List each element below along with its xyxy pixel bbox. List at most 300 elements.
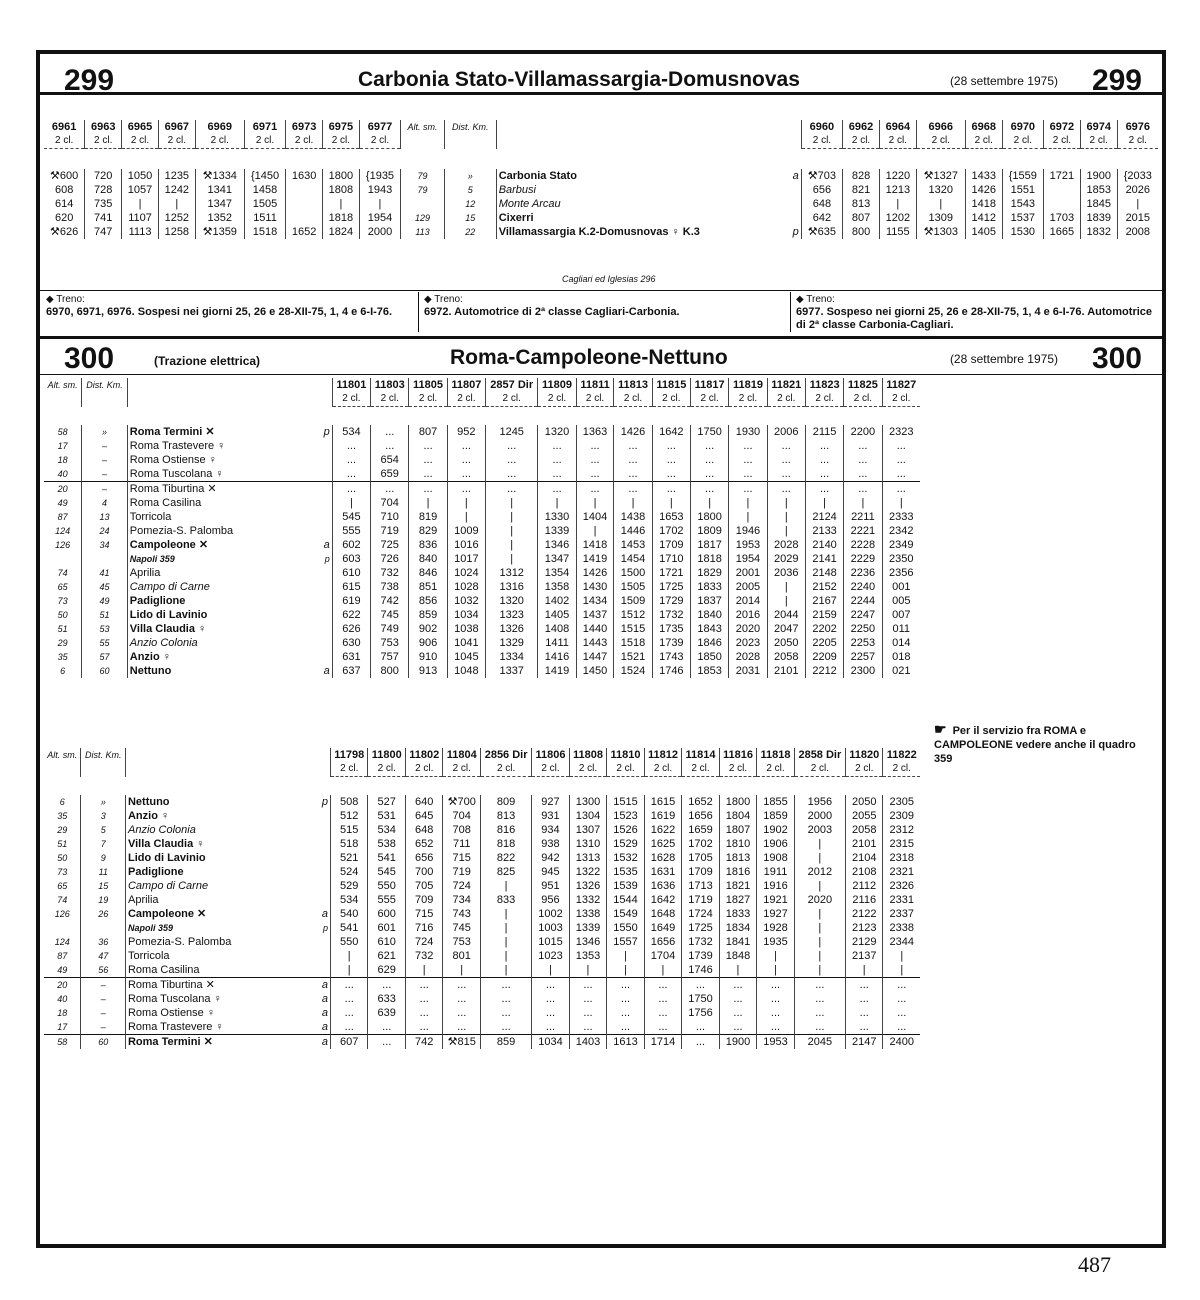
train-number: 2858 Dir bbox=[794, 748, 845, 762]
time-cell: 2036 bbox=[767, 566, 805, 580]
class-label: 2 cl. bbox=[447, 392, 485, 407]
time-cell: 630 bbox=[332, 636, 370, 650]
time-cell: 734 bbox=[443, 893, 481, 907]
dist-header: Dist. Km. bbox=[82, 378, 127, 392]
time-cell: 1665 bbox=[1044, 225, 1081, 239]
alt-cell: 29 bbox=[57, 638, 68, 648]
station-label: Roma Ostiense ♀ bbox=[129, 454, 217, 466]
class-label: 2 cl. bbox=[195, 134, 244, 149]
time-cell: 829 bbox=[409, 524, 447, 538]
time-cell: 1155 bbox=[879, 225, 916, 239]
table-299-header bbox=[40, 62, 1162, 102]
dist-cell: 34 bbox=[82, 538, 127, 552]
time-cell: 1045 bbox=[447, 650, 485, 664]
time-cell: | bbox=[794, 935, 845, 949]
time-cell: ... bbox=[538, 467, 576, 482]
time-cell: 742 bbox=[405, 1035, 443, 1050]
time-cell: 1714 bbox=[644, 1035, 682, 1050]
time-cell: ... bbox=[532, 1006, 570, 1020]
class-label: 2 cl. bbox=[607, 762, 645, 777]
train-number: 6963 bbox=[85, 120, 122, 134]
time-cell: 1906 bbox=[757, 837, 795, 851]
train-number: 11798 bbox=[330, 748, 368, 762]
time-cell: 1703 bbox=[1044, 211, 1081, 225]
time-cell: 1408 bbox=[538, 622, 576, 636]
time-cell: | bbox=[447, 496, 485, 510]
time-cell: | bbox=[794, 949, 845, 963]
time-cell: 1709 bbox=[682, 865, 720, 879]
station-name bbox=[127, 650, 332, 664]
time-cell: | bbox=[569, 963, 607, 978]
station-label: Anzio Colonia bbox=[127, 824, 196, 836]
time-cell: 656 bbox=[405, 851, 443, 865]
time-cell: 1732 bbox=[652, 608, 690, 622]
time-cell: 1213 bbox=[879, 183, 916, 197]
time-cell: 1557 bbox=[607, 935, 645, 949]
dist-cell: 24 bbox=[82, 524, 127, 538]
time-cell: 2167 bbox=[805, 594, 843, 608]
dist-cell: 57 bbox=[82, 650, 127, 664]
time-cell: 2342 bbox=[882, 524, 920, 538]
dist-cell: – bbox=[81, 978, 126, 993]
time-cell: | bbox=[767, 510, 805, 524]
time-cell: ... bbox=[757, 1020, 795, 1035]
time-cell: 2005 bbox=[729, 580, 767, 594]
class-label: 2 cl. bbox=[44, 134, 85, 149]
dist-cell: 4 bbox=[82, 496, 127, 510]
train-number: 11822 bbox=[883, 748, 920, 762]
time-cell: 1220 bbox=[879, 169, 916, 183]
station-name bbox=[496, 225, 801, 239]
time-cell: 800 bbox=[843, 225, 880, 239]
time-cell: 1800 bbox=[719, 795, 757, 809]
station-name bbox=[127, 425, 332, 439]
alt-cell bbox=[401, 197, 445, 211]
time-cell: 1322 bbox=[569, 865, 607, 879]
time-cell: 942 bbox=[532, 851, 570, 865]
train-number: 6964 bbox=[879, 120, 916, 134]
time-cell: 1642 bbox=[652, 425, 690, 439]
class-label: 2 cl. bbox=[682, 762, 720, 777]
time-cell: ... bbox=[538, 439, 576, 453]
alt-cell: 113 bbox=[401, 225, 445, 239]
time-cell: 1800 bbox=[323, 169, 360, 183]
time-cell: 1529 bbox=[607, 837, 645, 851]
time-cell: 1804 bbox=[719, 809, 757, 823]
time-cell: 2247 bbox=[844, 608, 882, 622]
alt-cell: 6 bbox=[60, 666, 66, 676]
time-cell: 1252 bbox=[158, 211, 195, 225]
time-cell: 1750 bbox=[682, 992, 720, 1006]
time-cell: 741 bbox=[85, 211, 122, 225]
time-cell: ... bbox=[719, 978, 757, 993]
time-cell: | bbox=[644, 963, 682, 978]
time-cell: ... bbox=[447, 453, 485, 467]
time-cell: 1656 bbox=[644, 935, 682, 949]
time-cell: 1833 bbox=[719, 907, 757, 921]
class-label: 2 cl. bbox=[158, 134, 195, 149]
station-label: Torricola bbox=[127, 950, 170, 962]
time-cell: 1848 bbox=[719, 949, 757, 963]
time-cell: | bbox=[729, 496, 767, 510]
dist-cell: 60 bbox=[81, 1035, 126, 1050]
time-cell: | bbox=[323, 197, 360, 211]
time-cell: 1954 bbox=[359, 211, 400, 225]
table-row bbox=[44, 169, 1158, 183]
time-cell: 708 bbox=[443, 823, 481, 837]
class-label: 2 cl. bbox=[1117, 134, 1158, 149]
station-label: Napoli 359 bbox=[129, 554, 175, 564]
time-cell: ... bbox=[883, 1006, 920, 1020]
arr-dep-mark: p bbox=[321, 796, 328, 808]
class-label: 2 cl. bbox=[368, 762, 406, 777]
time-cell: 011 bbox=[882, 622, 920, 636]
time-cell: 2205 bbox=[805, 636, 843, 650]
time-cell: ... bbox=[332, 482, 370, 497]
alt-cell: 17 bbox=[57, 1022, 68, 1032]
table-row bbox=[44, 211, 1158, 225]
class-label: 2 cl. bbox=[332, 392, 370, 407]
station-name bbox=[127, 538, 332, 552]
class-label: 2 cl. bbox=[614, 392, 652, 407]
time-cell: 1454 bbox=[614, 552, 652, 566]
time-cell: ... bbox=[805, 453, 843, 467]
time-cell: 821 bbox=[843, 183, 880, 197]
station-label: Villamassargia K.2-Domusnovas ♀ K.3 bbox=[498, 226, 700, 238]
station-name bbox=[127, 496, 332, 510]
time-cell: 749 bbox=[371, 622, 409, 636]
time-cell: 1622 bbox=[644, 823, 682, 837]
time-cell: 715 bbox=[443, 851, 481, 865]
time-cell: 840 bbox=[409, 552, 447, 566]
time-cell: 639 bbox=[368, 1006, 406, 1020]
time-cell: 1329 bbox=[486, 636, 538, 650]
time-cell: | bbox=[607, 963, 645, 978]
time-cell: 1426 bbox=[965, 183, 1002, 197]
time-cell: 508 bbox=[330, 795, 368, 809]
time-cell: 927 bbox=[532, 795, 570, 809]
time-cell: 2122 bbox=[845, 907, 883, 921]
alt-cell bbox=[44, 921, 81, 935]
time-cell: 1316 bbox=[486, 580, 538, 594]
train-icon-row bbox=[44, 98, 1158, 120]
arr-dep-mark: a bbox=[323, 665, 330, 677]
table-row bbox=[44, 963, 920, 978]
station-label: Campoleone ✕ bbox=[129, 539, 209, 551]
time-cell: 2312 bbox=[883, 823, 920, 837]
train-number: 6974 bbox=[1080, 120, 1117, 134]
time-cell: 659 bbox=[371, 467, 409, 482]
time-cell: | bbox=[409, 496, 447, 510]
time-cell: 1908 bbox=[757, 851, 795, 865]
time-cell bbox=[286, 183, 323, 197]
time-cell: | bbox=[486, 538, 538, 552]
time-cell: 1511 bbox=[244, 211, 285, 225]
station-label: Monte Arcau bbox=[498, 198, 561, 210]
alt-cell: 129 bbox=[401, 211, 445, 225]
time-cell: 2321 bbox=[883, 865, 920, 879]
time-cell: 819 bbox=[409, 510, 447, 524]
train-number: 6972 bbox=[1044, 120, 1081, 134]
time-cell: | bbox=[719, 963, 757, 978]
time-cell: ... bbox=[652, 453, 690, 467]
time-cell: 007 bbox=[882, 608, 920, 622]
time-cell: ⚒1359 bbox=[195, 225, 244, 239]
time-cell: 859 bbox=[480, 1035, 531, 1050]
time-cell: ... bbox=[794, 1020, 845, 1035]
time-cell: ... bbox=[729, 467, 767, 482]
time-cell: 1412 bbox=[965, 211, 1002, 225]
table-row bbox=[44, 1035, 920, 1050]
time-cell: | bbox=[767, 524, 805, 538]
table-row bbox=[44, 439, 920, 453]
time-cell: 1509 bbox=[614, 594, 652, 608]
alt-cell: 74 bbox=[57, 895, 68, 905]
time-cell: 813 bbox=[843, 197, 880, 211]
time-cell: 1113 bbox=[122, 225, 159, 239]
time-cell: 938 bbox=[532, 837, 570, 851]
station-label: Aprilia bbox=[129, 567, 161, 579]
time-cell: | bbox=[576, 524, 614, 538]
time-cell: 2016 bbox=[729, 608, 767, 622]
dist-cell: 45 bbox=[82, 580, 127, 594]
time-cell: 2209 bbox=[805, 650, 843, 664]
class-label: 2 cl. bbox=[330, 762, 368, 777]
arr-dep-mark: a bbox=[323, 539, 330, 551]
station-label: Villa Claudia ♀ bbox=[129, 623, 207, 635]
alt-cell: 65 bbox=[57, 881, 68, 891]
time-cell: | bbox=[576, 496, 614, 510]
time-cell: 2014 bbox=[729, 594, 767, 608]
dist-cell bbox=[82, 552, 127, 566]
time-cell: 1411 bbox=[538, 636, 576, 650]
station-name bbox=[496, 183, 801, 197]
time-cell: 1416 bbox=[538, 650, 576, 664]
table-row bbox=[44, 935, 920, 949]
time-cell: | bbox=[794, 921, 845, 935]
time-cell: ... bbox=[844, 467, 882, 482]
time-cell: 518 bbox=[330, 837, 368, 851]
time-cell: 1242 bbox=[158, 183, 195, 197]
time-cell: 1358 bbox=[538, 580, 576, 594]
time-cell: 1518 bbox=[244, 225, 285, 239]
time-cell: ⚒1303 bbox=[916, 225, 965, 239]
time-cell: 1732 bbox=[682, 935, 720, 949]
blank bbox=[127, 392, 332, 407]
divider bbox=[40, 374, 1162, 375]
time-cell: ... bbox=[767, 453, 805, 467]
time-cell: ... bbox=[371, 482, 409, 497]
dist-cell: 5 bbox=[81, 823, 126, 837]
time-cell: ... bbox=[757, 992, 795, 1006]
time-cell: ... bbox=[719, 1006, 757, 1020]
station-name bbox=[127, 510, 332, 524]
time-cell: 2101 bbox=[767, 664, 805, 678]
time-cell: 1713 bbox=[682, 879, 720, 893]
time-cell: ... bbox=[443, 1020, 481, 1035]
time-cell: 1709 bbox=[652, 538, 690, 552]
time-cell: ⚒703 bbox=[801, 169, 842, 183]
class-label: 2 cl. bbox=[244, 134, 285, 149]
station-label: Roma Tiburtina ✕ bbox=[127, 979, 215, 991]
time-cell: 704 bbox=[371, 496, 409, 510]
time-cell: 1419 bbox=[576, 552, 614, 566]
time-cell: 521 bbox=[330, 851, 368, 865]
time-cell: 1521 bbox=[614, 650, 652, 664]
time-cell: ... bbox=[409, 482, 447, 497]
class-label: 2 cl. bbox=[1002, 134, 1043, 149]
dist-cell: 5 bbox=[444, 183, 496, 197]
dist-cell: 47 bbox=[81, 949, 126, 963]
time-cell: 2221 bbox=[844, 524, 882, 538]
time-cell: 1320 bbox=[486, 594, 538, 608]
class-label: 2 cl. bbox=[405, 762, 443, 777]
time-cell: ... bbox=[443, 1006, 481, 1020]
time-cell: 2101 bbox=[845, 837, 883, 851]
arr-dep-mark: a bbox=[321, 993, 328, 1005]
time-cell: | bbox=[805, 496, 843, 510]
table-row bbox=[44, 992, 920, 1006]
time-cell: 1829 bbox=[690, 566, 728, 580]
table-row bbox=[44, 664, 920, 678]
time-cell: ... bbox=[652, 439, 690, 453]
time-cell: 728 bbox=[85, 183, 122, 197]
connection-note: Cagliari ed Iglesias 296 bbox=[562, 274, 656, 284]
station-name bbox=[127, 594, 332, 608]
time-cell: 1834 bbox=[719, 921, 757, 935]
time-cell: 2008 bbox=[1117, 225, 1158, 239]
time-cell: 626 bbox=[332, 622, 370, 636]
time-cell: 550 bbox=[368, 879, 406, 893]
class-label: 2 cl. bbox=[576, 392, 614, 407]
table-row bbox=[44, 552, 920, 566]
time-cell: ... bbox=[409, 453, 447, 467]
time-cell: 1515 bbox=[614, 622, 652, 636]
time-cell: 1840 bbox=[690, 608, 728, 622]
time-cell: 1649 bbox=[644, 921, 682, 935]
station-label: Carbonia Stato bbox=[498, 170, 577, 182]
dist-cell: – bbox=[82, 439, 127, 453]
time-cell: 2344 bbox=[883, 935, 920, 949]
alt-cell: 20 bbox=[44, 978, 81, 993]
class-label: 2 cl. bbox=[644, 762, 682, 777]
train-number: 11802 bbox=[405, 748, 443, 762]
train-number: 6973 bbox=[286, 120, 323, 134]
time-cell: 1710 bbox=[652, 552, 690, 566]
time-cell: 1437 bbox=[576, 608, 614, 622]
station-name bbox=[496, 211, 801, 225]
station-label: Roma Tuscolana ♀ bbox=[127, 993, 222, 1005]
time-cell: 715 bbox=[405, 907, 443, 921]
time-cell: 2257 bbox=[844, 650, 882, 664]
time-cell: ... bbox=[794, 992, 845, 1006]
time-cell: 1426 bbox=[614, 425, 652, 439]
time-cell: ... bbox=[480, 978, 531, 993]
dist-cell: » bbox=[81, 795, 126, 809]
time-cell: 1446 bbox=[614, 524, 652, 538]
time-cell: 1505 bbox=[614, 580, 652, 594]
station-name bbox=[496, 197, 801, 211]
time-cell: ... bbox=[480, 992, 531, 1006]
train-number: 6960 bbox=[801, 120, 842, 134]
time-cell: ... bbox=[447, 467, 485, 482]
time-cell: 1543 bbox=[1002, 197, 1043, 211]
time-cell: 2029 bbox=[767, 552, 805, 566]
time-cell: 1625 bbox=[644, 837, 682, 851]
time-cell: 005 bbox=[882, 594, 920, 608]
table-title: Carbonia Stato-Villamassargia-Domusnovas bbox=[358, 68, 800, 91]
time-cell: 1953 bbox=[729, 538, 767, 552]
time-cell: 2137 bbox=[845, 949, 883, 963]
time-cell: 515 bbox=[330, 823, 368, 837]
class-label: 2 cl. bbox=[843, 134, 880, 149]
train-number: 11813 bbox=[614, 378, 652, 392]
time-cell: | bbox=[359, 197, 400, 211]
time-cell: 1347 bbox=[195, 197, 244, 211]
alt-cell: 126 bbox=[55, 540, 71, 550]
time-cell: 1418 bbox=[965, 197, 1002, 211]
train-number: 11821 bbox=[767, 378, 805, 392]
time-cell: 1530 bbox=[1002, 225, 1043, 239]
time-cell: ... bbox=[644, 1020, 682, 1035]
time-cell: ... bbox=[569, 1020, 607, 1035]
time-cell: | bbox=[480, 963, 531, 978]
time-cell: 1809 bbox=[690, 524, 728, 538]
time-cell: 747 bbox=[85, 225, 122, 239]
time-cell: ... bbox=[682, 978, 720, 993]
train-number: 11807 bbox=[447, 378, 485, 392]
time-cell: ... bbox=[682, 1035, 720, 1050]
time-cell: 2047 bbox=[767, 622, 805, 636]
time-cell: 2050 bbox=[767, 636, 805, 650]
time-cell: ... bbox=[794, 1006, 845, 1020]
class-label: 2 cl. bbox=[652, 392, 690, 407]
time-cell: | bbox=[729, 510, 767, 524]
table-row bbox=[44, 795, 920, 809]
time-cell: ... bbox=[882, 467, 920, 482]
station-name bbox=[125, 921, 330, 935]
time-cell: 952 bbox=[447, 425, 485, 439]
train-number: 11827 bbox=[882, 378, 920, 392]
alt-cell: 51 bbox=[57, 624, 68, 634]
time-cell: 753 bbox=[371, 636, 409, 650]
time-cell: 1352 bbox=[195, 211, 244, 225]
table-row bbox=[44, 225, 1158, 239]
time-cell: 652 bbox=[405, 837, 443, 851]
time-cell: 1041 bbox=[447, 636, 485, 650]
time-cell: 512 bbox=[330, 809, 368, 823]
dist-header: Dist. Km. bbox=[444, 120, 496, 134]
time-cell: ... bbox=[607, 992, 645, 1006]
class-label: 2 cl. bbox=[794, 762, 845, 777]
time-cell: 1523 bbox=[607, 809, 645, 823]
time-cell: 1653 bbox=[652, 510, 690, 524]
time-cell: 014 bbox=[882, 636, 920, 650]
table-row bbox=[44, 524, 920, 538]
time-cell: 742 bbox=[371, 594, 409, 608]
train-number: 6970 bbox=[1002, 120, 1043, 134]
time-cell: | bbox=[480, 921, 531, 935]
time-cell: 945 bbox=[532, 865, 570, 879]
time-cell: 1450 bbox=[576, 664, 614, 678]
station-name bbox=[125, 907, 330, 921]
time-cell: 1339 bbox=[538, 524, 576, 538]
time-cell: 529 bbox=[330, 879, 368, 893]
time-cell: ... bbox=[486, 467, 538, 482]
time-cell: 700 bbox=[405, 865, 443, 879]
table-row bbox=[44, 837, 920, 851]
time-cell: ... bbox=[614, 467, 652, 482]
